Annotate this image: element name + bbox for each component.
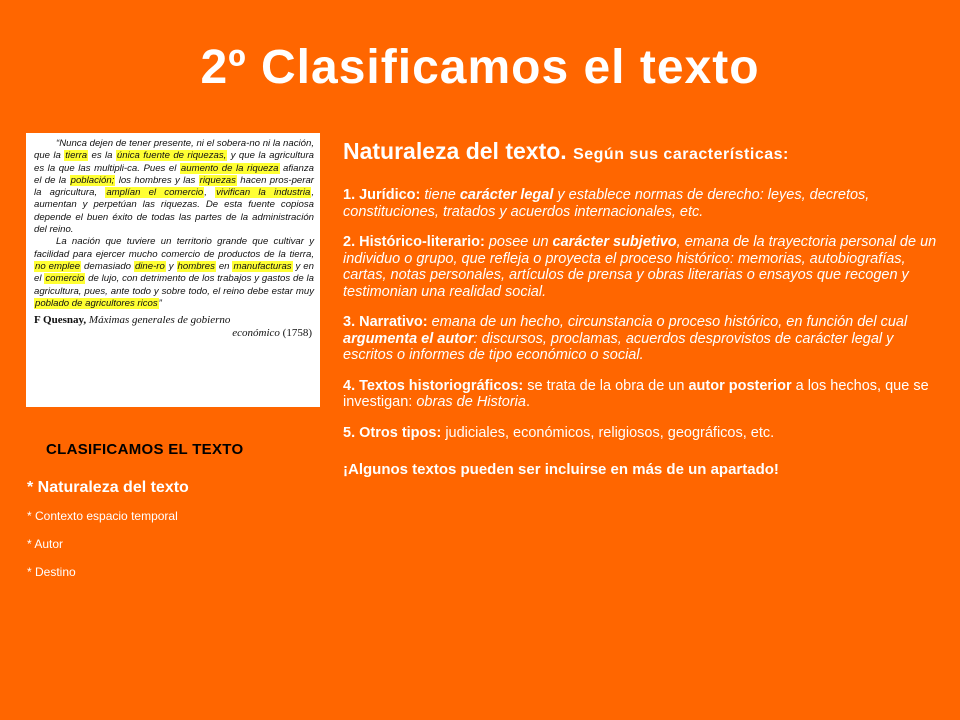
closing-note: ¡Algunos textos pueden ser incluirse en más de un apartado!	[343, 461, 779, 478]
highlight: dine-ro	[134, 260, 165, 272]
excerpt-paragraph-2	[34, 236, 314, 310]
type-text: judiciales, económicos, religiosos, geográficos, etc.	[441, 424, 775, 441]
quesnay-excerpt-image	[26, 133, 320, 407]
excerpt-text: ”	[158, 297, 162, 309]
excerpt-text: los hombres y las	[115, 174, 199, 186]
type-keyword-italic: obras de Historia	[416, 394, 526, 410]
source-year: (1758)	[282, 327, 312, 340]
excerpt-text: y	[165, 260, 177, 272]
highlight: no emplee	[35, 260, 81, 272]
classify-item-recipient: * Destino	[27, 565, 76, 579]
type-historico-literario	[343, 234, 943, 300]
classify-heading: CLASIFICAMOS EL TEXTO	[46, 441, 244, 458]
excerpt-text: demasiado	[81, 260, 134, 272]
type-juridico	[343, 187, 943, 220]
type-historiografico	[343, 378, 943, 411]
type-label: 2. Histórico-literario:	[343, 234, 485, 250]
type-text: , emana de la trayectoria personal de un individuo o grupo, que refleja o proyecta el proceso histórico: memorias, autobiografías, cartas, notas personales, artículos de prensa y obras literarias o ensayos que recogen y testimonian una realidad social.	[343, 234, 937, 300]
source-book-title: Máximas generales de gobierno	[88, 314, 231, 327]
type-label: 1. Jurídico:	[343, 187, 421, 203]
highlight: aumento de la riqueza	[180, 162, 279, 174]
excerpt-paragraph-1	[34, 138, 314, 236]
highlight: comercio	[45, 273, 85, 285]
type-text: a los hechos, que se investigan:	[343, 377, 929, 410]
type-keyword: carácter subjetivo	[552, 234, 677, 250]
highlight: poblado de agricultores ricos	[35, 297, 158, 309]
type-label: 4. Textos historiográficos:	[343, 377, 524, 394]
classify-item-context: * Contexto espacio temporal	[27, 509, 178, 523]
source-book-title-cont: económico	[232, 327, 280, 340]
highlight: hombres	[177, 260, 215, 272]
highlight: única fuente de riquezas,	[116, 150, 227, 162]
source-author: F Quesnay,	[34, 314, 87, 327]
source-line-2	[34, 327, 314, 340]
excerpt-text: y en el	[34, 260, 314, 285]
type-text: posee un	[484, 234, 553, 250]
type-text: y establece normas de derecho: leyes, decretos, constituciones, tratados y acuerdos internacionales, etc.	[343, 187, 870, 220]
type-text: se trata de la obra de un	[523, 377, 689, 394]
nature-heading-main: Naturaleza del texto.	[343, 138, 567, 164]
highlight: población;	[70, 174, 115, 186]
excerpt-text: y que la agricultura es la que las multipli-ca. Pues el	[34, 150, 314, 174]
type-otros	[343, 425, 943, 442]
excerpt-text: , aumentan y perpetúan las riquezas. De esta fuente copiosa depende el buen éxito de todas las partes de la administración del reino.	[34, 187, 314, 236]
type-text: tiene	[420, 187, 460, 203]
type-text: .	[525, 394, 530, 410]
classify-list	[27, 479, 317, 593]
type-label: 3. Narrativo:	[343, 314, 428, 330]
excerpt-text: “Nunca dejen de tener presente, ni el sobera-no ni la nación, que la	[34, 138, 314, 162]
type-text: : discursos, proclamas, acuerdos desprovistos de carácter legal y escritos o informes de tipo económico o social.	[343, 330, 894, 363]
type-text: emana de un hecho, circunstancia o proceso histórico, en función del cual	[427, 314, 908, 330]
type-label: 5. Otros tipos:	[343, 424, 442, 441]
excerpt-text: afianza el de la	[34, 162, 314, 186]
excerpt-text: es la	[88, 150, 116, 162]
excerpt-text: ,	[204, 187, 216, 199]
classify-item-nature: * Naturaleza del texto	[27, 479, 189, 496]
classify-item-author: * Autor	[27, 537, 64, 551]
highlight: riquezas	[199, 174, 236, 186]
highlight: manufacturas	[233, 260, 292, 272]
type-narrativo	[343, 314, 943, 364]
excerpt-text: hacen pros-perar la agricultura,	[34, 174, 314, 199]
nature-heading-sub: Según sus características:	[573, 146, 789, 163]
excerpt-source	[34, 314, 314, 340]
nature-heading	[343, 138, 943, 165]
highlight: amplían el comercio	[106, 187, 204, 199]
type-keyword: carácter legal	[459, 187, 554, 203]
nature-section	[343, 138, 943, 478]
type-keyword: argumenta el autor	[343, 330, 474, 347]
excerpt-text: La nación que tuviere un territorio grande que cultivar y facilidad para ejercer mucho comercio de productos de la tierra,	[34, 236, 314, 260]
type-keyword: autor posterior	[688, 377, 792, 394]
highlight: vivifican la industria	[216, 187, 311, 199]
slide-title: 2º Clasificamos el texto	[200, 41, 760, 94]
highlight: tierra	[65, 150, 88, 162]
excerpt-text: en	[215, 260, 233, 272]
excerpt-text: de lujo, con detrimento de los trabajos y gastos de la agricultura, pues, ante todo y sobre todo, el reino debe estar muy	[34, 273, 314, 297]
